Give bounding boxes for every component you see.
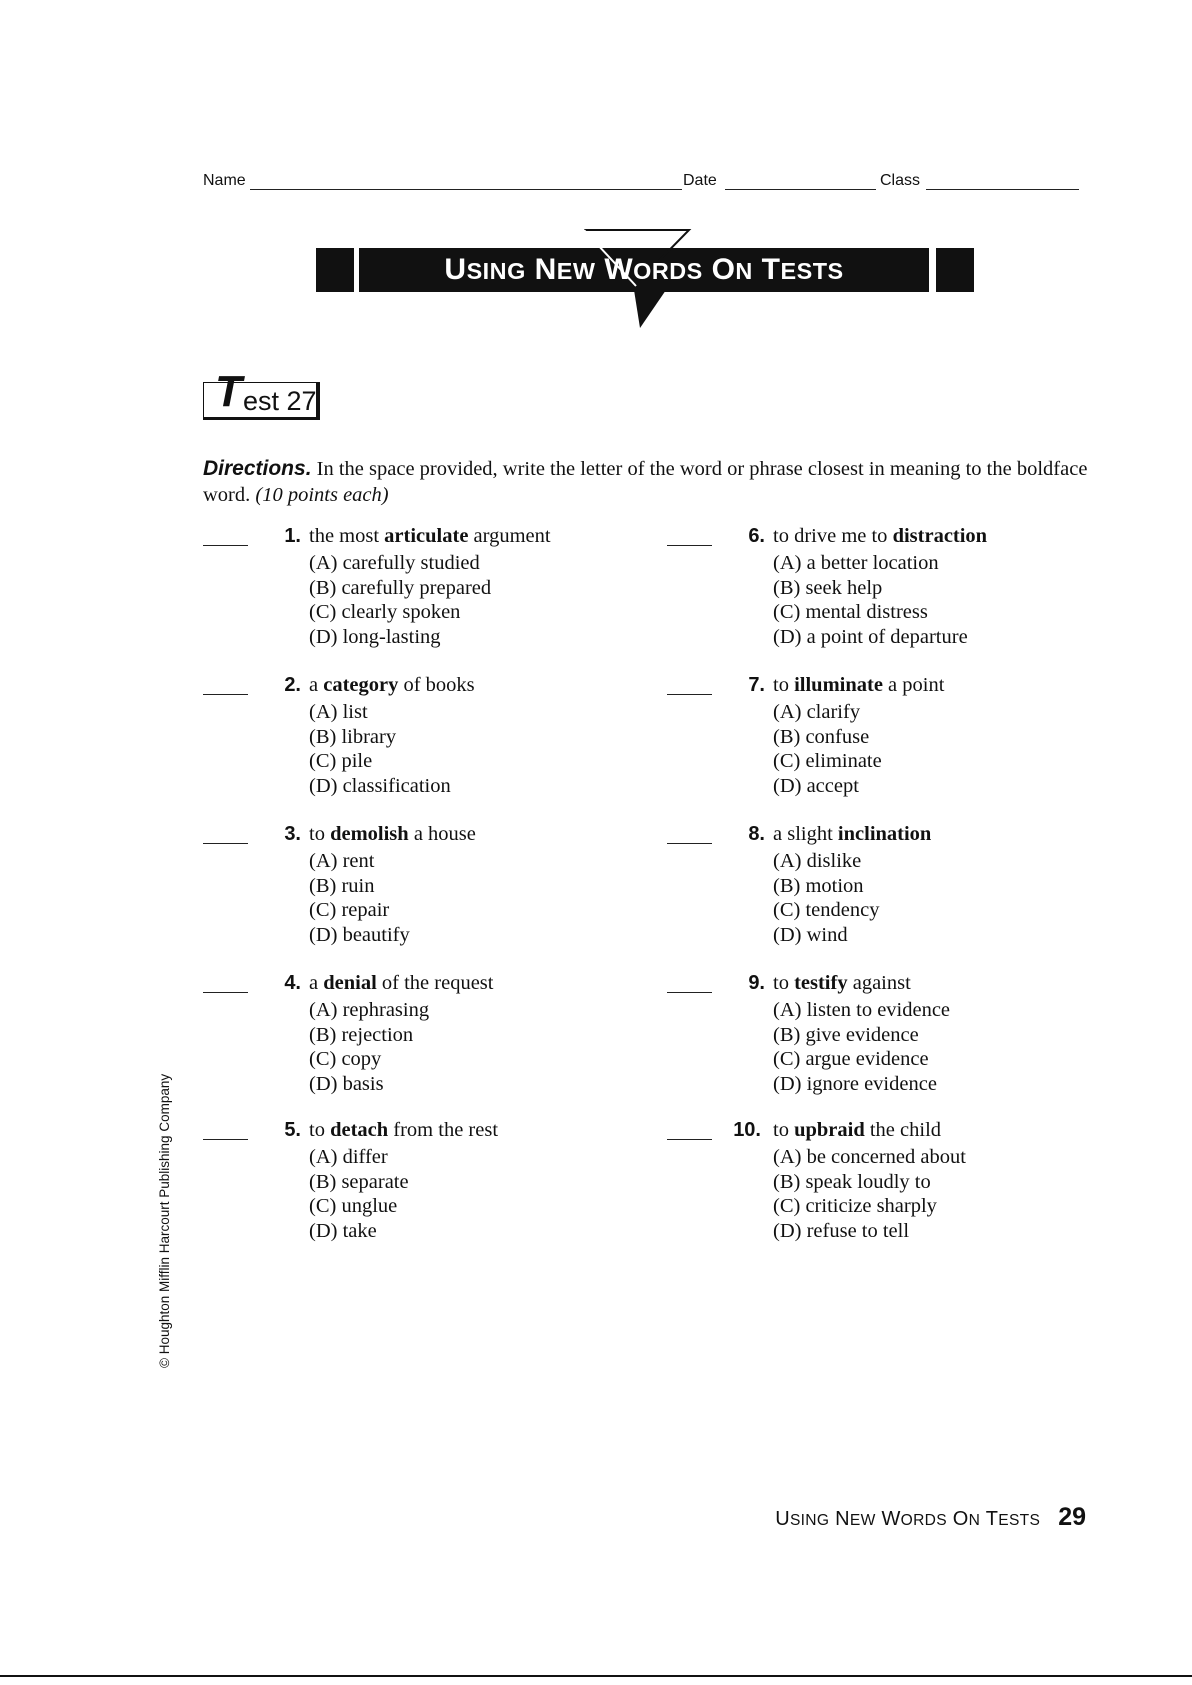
boldface-word: illuminate [794,674,883,696]
answer-option: (C) mental distress [773,601,928,624]
answer-option: (B) carefully prepared [309,576,492,599]
stem-text: to [773,1119,795,1141]
boldface-word: demolish [330,823,409,845]
answer-option: (C) tendency [773,899,880,922]
question-stem [773,971,911,996]
question-stem [773,1118,941,1143]
stem-text: to [309,1119,331,1141]
answer-blank[interactable] [667,992,712,993]
answer-option: (A) differ [309,1146,388,1168]
answer-options [773,849,879,947]
boldface-word: distraction [892,525,988,547]
name-label: Name [203,172,246,189]
boldface-word: detach [330,1119,389,1141]
answer-option: (A) list [309,701,368,723]
date-label: Date [683,172,717,189]
answer-option: (D) ignore evidence [773,1072,937,1095]
answer-options [309,1145,409,1243]
stem-text: a house [408,823,476,845]
answer-option: (B) library [309,725,397,748]
answer-blank[interactable] [667,843,712,844]
answer-option: (C) repair [309,899,390,922]
stem-text: to [773,972,795,994]
answer-options [773,998,950,1096]
boldface-word: category [323,674,399,696]
answer-options [309,700,451,798]
points-note: (10 points each) [255,484,389,506]
answer-option: (A) listen to evidence [773,999,951,1021]
stem-text: the child [864,1119,942,1141]
answer-option: (D) refuse to tell [773,1219,910,1242]
answer-option: (A) carefully studied [309,552,480,574]
answer-option: (D) a point of departure [773,625,968,648]
answer-option: (B) confuse [773,725,870,748]
stem-text: argument [468,525,551,547]
page-number: 29 [1058,1503,1086,1531]
page-bottom-rule [0,1675,1192,1677]
answer-option: (D) classification [309,774,451,797]
answer-option: (D) beautify [309,923,410,946]
answer-option: (A) dislike [773,850,862,872]
answer-blank[interactable] [667,545,712,546]
section-banner [314,228,974,334]
question-stem [773,822,931,847]
stem-text: a point [882,674,945,696]
question-number: 6. [748,525,765,547]
answer-option: (B) speak loudly to [773,1170,931,1193]
class-label: Class [880,172,921,189]
boldface-word: articulate [384,525,469,547]
answer-option: (B) motion [773,874,864,897]
question-number: 2. [284,674,301,696]
question-number: 10. [733,1119,761,1141]
directions-text: In the space provided, write the letter of the word or phrase closest in meaning to the boldface word. [203,458,1088,506]
answer-option: (A) be concerned about [773,1146,966,1168]
answer-option: (C) pile [309,750,373,773]
answer-option: (B) ruin [309,874,375,897]
answer-options [773,551,968,649]
stem-text: a slight [773,823,838,845]
question-stem [773,524,987,549]
boldface-word: inclination [837,823,932,845]
class-field[interactable] [926,189,1079,190]
boldface-word: upbraid [794,1119,865,1141]
student-info-header [203,172,1078,194]
question-stem [309,971,493,996]
answer-option: (D) long-lasting [309,625,441,648]
question-number: 7. [748,674,765,696]
answer-option: (D) take [309,1219,377,1242]
question-number: 5. [284,1119,301,1141]
answer-blank[interactable] [203,992,248,993]
question-stem [309,822,476,847]
stem-text: of the request [376,972,494,994]
answer-option: (C) unglue [309,1195,398,1218]
answer-option: (C) criticize sharply [773,1195,937,1218]
answer-blank[interactable] [667,1139,712,1140]
answer-option: (B) rejection [309,1023,414,1046]
banner-title: USING NEW WORDS ON TESTS [444,253,844,286]
question-number: 3. [284,823,301,845]
question-stem [773,673,944,698]
stem-text: against [847,972,911,994]
question-number: 8. [748,823,765,845]
answer-option: (A) rephrasing [309,999,430,1021]
stem-text: the most [309,525,385,547]
boldface-word: denial [323,972,377,994]
stem-text: from the rest [388,1119,499,1141]
answer-blank[interactable] [667,694,712,695]
date-field[interactable] [725,189,876,190]
answer-options [309,849,410,947]
boldface-word: testify [794,972,848,994]
stem-text: of books [398,674,475,696]
page-footer [775,1503,1086,1532]
answer-option: (B) give evidence [773,1023,919,1046]
question-stem [309,1118,498,1143]
answer-option: (D) accept [773,774,859,797]
question-stem [309,673,475,698]
answer-options [309,551,491,649]
answer-blank[interactable] [203,545,248,546]
answer-option: (A) rent [309,850,375,872]
test-label: est 27 [243,386,317,416]
name-field[interactable] [250,189,682,190]
footer-title: USING NEW WORDS ON TESTS [775,1508,1041,1530]
stem-text: a [309,972,324,994]
answer-option: (C) clearly spoken [309,601,461,624]
directions [203,456,1093,508]
question-number: 4. [284,972,301,994]
answer-options [773,700,882,798]
question-number: 1. [284,525,301,547]
answer-option: (B) seek help [773,576,883,599]
answer-option: (C) argue evidence [773,1048,929,1071]
answer-option: (A) a better location [773,552,939,574]
answer-blank[interactable] [203,843,248,844]
answer-options [773,1145,966,1243]
directions-label: Directions. [203,457,312,480]
question-stem [309,524,551,549]
test-initial: T [215,367,242,416]
stem-text: a [309,674,324,696]
answer-option: (D) wind [773,923,848,946]
answer-option: (C) eliminate [773,750,882,773]
answer-option: (A) clarify [773,701,861,723]
test-number-box [203,367,327,418]
stem-text: to drive me to [773,525,893,547]
answer-options [309,998,429,1096]
answer-option: (B) separate [309,1170,409,1193]
answer-option: (D) basis [309,1072,384,1095]
stem-text: to [309,823,331,845]
question-number: 9. [748,972,765,994]
answer-blank[interactable] [203,694,248,695]
answer-blank[interactable] [203,1139,248,1140]
copyright-notice: © Houghton Mifflin Harcourt Publishing Company [157,1073,172,1368]
stem-text: to [773,674,795,696]
answer-option: (C) copy [309,1048,382,1071]
